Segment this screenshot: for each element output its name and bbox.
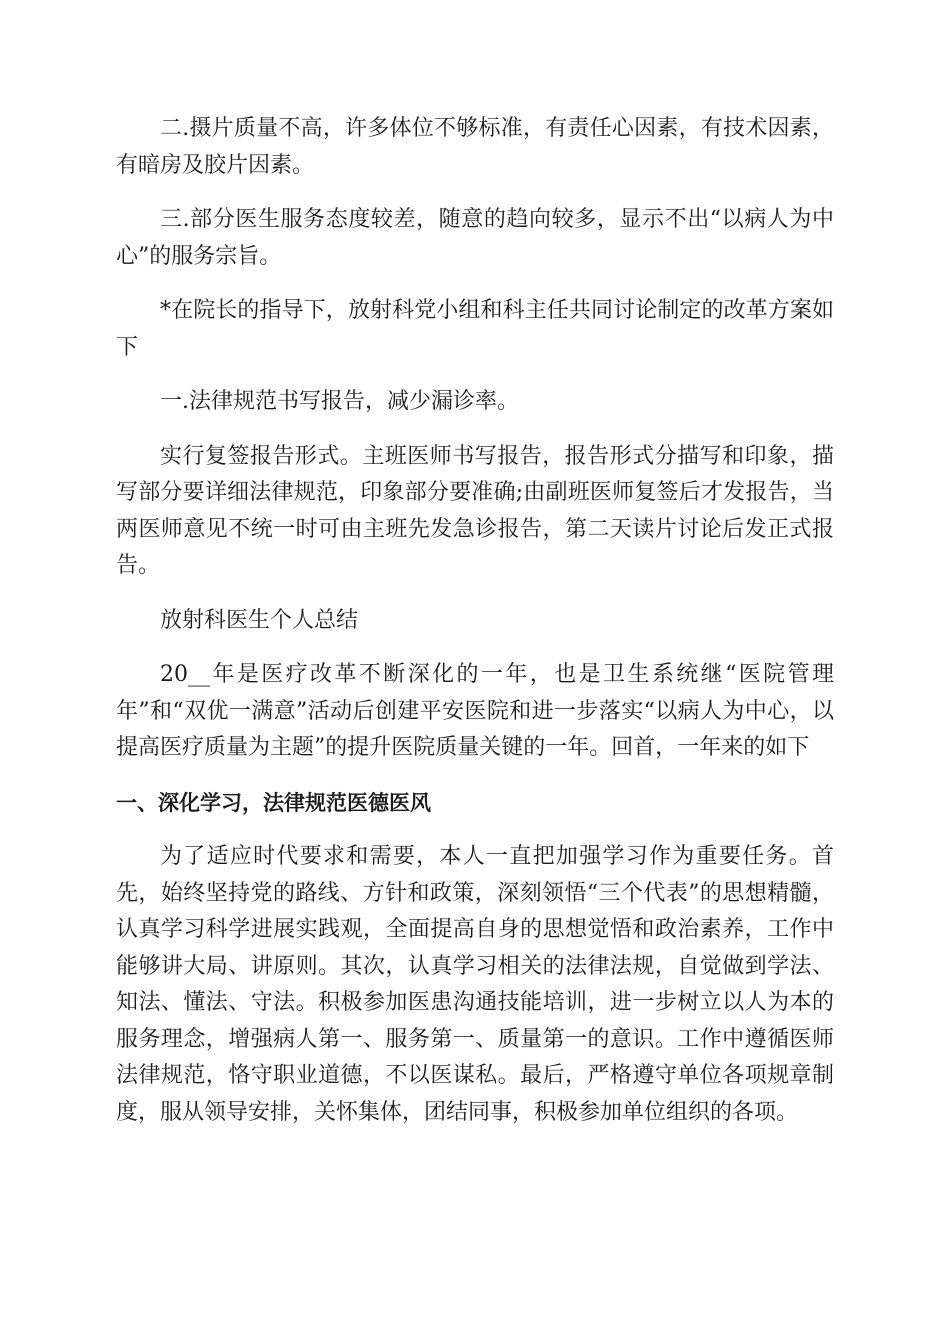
paragraph-summary-title: 放射科医生个人总结 — [160, 607, 359, 633]
paragraph-reform-item-1: 一.法律规范书写报告，减少漏诊率。 — [160, 389, 519, 414]
paragraph-study-details: 为了适应时代要求和需要，本人一直把加强学习作为重要任务。首先，始终坚持党的路线、方针和政策，深刻领悟“三个代表”的思想精髓，认真学习科学进展实践观，全面提高自身的思想觉悟和政治素养，工作中能够讲大局、讲原则。其次，认真学习相关的法律法规，自觉做到学法、知法、懂法、守法。积极参加医患沟通技能培训，进一步树立以人为本的服务理念，增强病人第一、服务第一、质量第一的意识。工作中遵循医师法律规范，恪守职业道德，不以医谋私。最后，严格遵守单位各项规章制度，服从领导安排，关怀集体，团结同事，积极参加单位组织的各项。 — [116, 844, 834, 1125]
document-page — [116, 111, 834, 1149]
paragraph-reform-intro: *在院长的指导下，放射科党小组和科主任共同讨论制定的改革方案如下 — [116, 298, 834, 360]
section-heading-study: 一、深化学习，法律规范医德医风 — [116, 790, 431, 815]
paragraph-dual-sign-report: 实行复签报告形式。主班医师书写报告，报告形式分描写和印象，描写部分要详细法律规范，印象部分要准确;由副班医师复签后才发报告，当两医师意见不统一时可由主班先发急诊报告，第二天读片讨论后发正式报告。 — [116, 443, 834, 578]
paragraph-year-review: 20__年是医疗改革不断深化的一年，也是卫生系统继“医院管理年”和“双优一满意”活动后创建平安医院和进一步落实“以病人为中心，以提高医疗质量为主题”的提升医院质量关键的一年。回首，一年来的如下 — [116, 662, 834, 760]
paragraph-service-attitude: 三.部分医生服务态度较差，随意的趋向较多，显示不出“以病人为中心”的服务宗旨。 — [116, 207, 834, 269]
paragraph-quality-issue: 二.摄片质量不高，许多体位不够标准，有责任心因素，有技术因素，有暗房及胶片因素。 — [116, 116, 834, 178]
